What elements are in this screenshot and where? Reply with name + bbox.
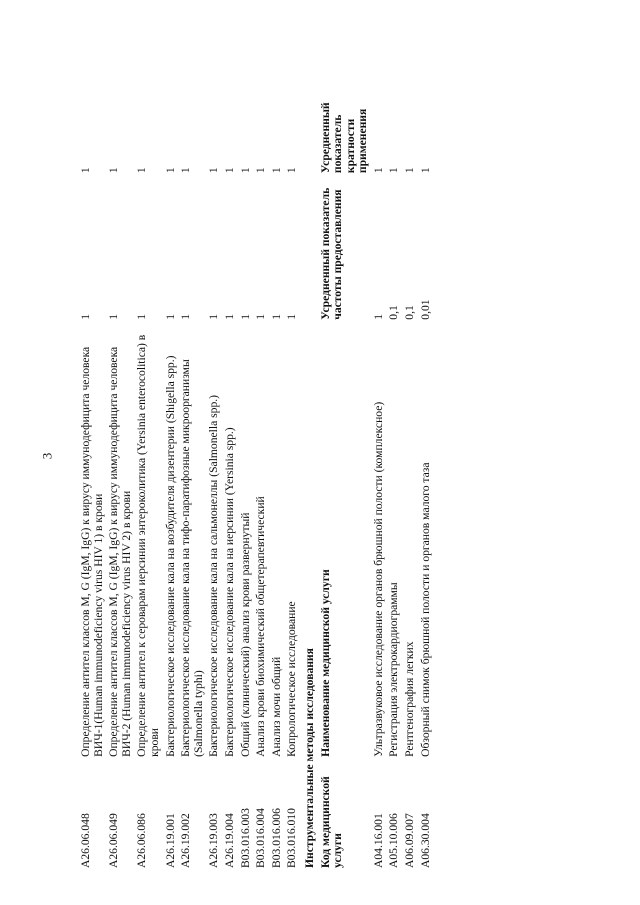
frequency-value: 1 <box>238 313 252 320</box>
service-name: Анализ мочи общий <box>269 656 283 757</box>
table-row <box>286 58 302 868</box>
lab-rows <box>80 58 302 868</box>
service-code: A26.06.086 <box>135 813 149 868</box>
service-name: Анализ крови биохимический общетерапевтический <box>254 496 268 757</box>
table-row <box>224 58 240 868</box>
multiplicity-value: 1 <box>418 167 432 174</box>
frequency-value: 1 <box>254 313 268 320</box>
multiplicity-value: 1 <box>163 167 177 174</box>
service-code: B03.016.003 <box>238 808 252 868</box>
table-row <box>388 58 404 868</box>
section-row <box>302 58 320 868</box>
service-name: Бактериологическое исследование кала на иерсинии (Yersinia spp.) <box>222 427 236 757</box>
table-row <box>240 58 256 868</box>
section-block <box>302 58 373 868</box>
frequency-value: 0,01 <box>418 299 432 320</box>
multiplicity-value: 1 <box>79 167 92 174</box>
service-name: Определение антител к сероварам иерсинии энтероколитика (Yersinia enterocolitica) в крови <box>135 334 161 757</box>
services-table-rotated <box>80 58 510 868</box>
multiplicity-value: 1 <box>179 167 193 174</box>
service-code: B03.016.004 <box>254 808 268 868</box>
service-code: A06.09.007 <box>403 813 417 868</box>
service-code: A26.19.004 <box>222 813 236 868</box>
service-code: A26.19.002 <box>179 813 193 868</box>
table-row <box>420 58 436 868</box>
service-name: Определение антител классов M, G (IgM, IgG) к вирусу иммунодефицита человека ВИЧ-2 (Human immunodeficiency virus HIV 2) в крови <box>107 346 133 757</box>
multiplicity-value: 1 <box>269 167 283 174</box>
multiplicity-value: 1 <box>254 167 268 174</box>
service-name: Общий (клинический) анализ крови развернутый <box>238 512 252 757</box>
table-row <box>80 58 108 868</box>
frequency-value: 0,1 <box>403 305 417 320</box>
frequency-value: 1 <box>163 313 177 320</box>
table-row <box>180 58 208 868</box>
table-row <box>136 58 164 868</box>
table-row <box>373 58 389 868</box>
table-row <box>404 58 420 868</box>
table-row <box>108 58 136 868</box>
frequency-value: 1 <box>371 313 385 320</box>
frequency-value: 1 <box>107 313 121 320</box>
frequency-value: 1 <box>79 313 92 320</box>
header-code: Код медицинской услуги <box>318 776 345 868</box>
frequency-value: 1 <box>179 313 193 320</box>
service-code: A26.06.048 <box>79 813 92 868</box>
section-title: Инструментальные методы исследования <box>302 648 316 868</box>
service-name: Рентгенография легких <box>403 641 417 757</box>
service-code: A26.19.001 <box>163 813 177 868</box>
frequency-value: 1 <box>135 313 149 320</box>
multiplicity-value: 1 <box>222 167 236 174</box>
multiplicity-value: 1 <box>207 167 221 174</box>
multiplicity-value: 1 <box>371 167 385 174</box>
multiplicity-value: 1 <box>107 167 121 174</box>
frequency-value: 0,1 <box>387 305 401 320</box>
header-name: Наименование медицинской услуги <box>318 569 332 757</box>
service-name: Ультразвуковое исследование органов брюшной полости (комплексное) <box>371 401 385 757</box>
frequency-value: 1 <box>269 313 283 320</box>
table-row <box>165 58 181 868</box>
service-code: B03.016.006 <box>269 808 283 868</box>
service-code: A26.19.003 <box>207 813 221 868</box>
service-code: A26.06.049 <box>107 813 121 868</box>
multiplicity-value: 1 <box>387 167 401 174</box>
service-name: Регистрация электрокардиограммы <box>387 582 401 757</box>
service-code: A05.10.006 <box>387 813 401 868</box>
service-name: Бактериологическое исследование кала на тифо-паратифозные микроорганизмы (Salmonella typhi) <box>179 359 205 757</box>
header-freq: Усредненный показатель частоты предоставления <box>318 187 345 320</box>
services-table <box>80 58 435 868</box>
service-code: A06.30.004 <box>418 813 432 868</box>
multiplicity-value: 1 <box>135 167 149 174</box>
header-mult: Усредненный показатель кратности применения <box>318 102 370 174</box>
multiplicity-value: 1 <box>238 167 252 174</box>
service-code: A04.16.001 <box>371 813 385 868</box>
frequency-value: 1 <box>285 313 299 320</box>
service-name: Копрологическое исследование <box>285 601 299 757</box>
service-name: Обзорный снимок брюшной полости и органов малого таза <box>418 462 432 757</box>
service-name: Бактериологическое исследование кала на возбудителя дизентерии (Shigella spp.) <box>163 355 177 757</box>
frequency-value: 1 <box>222 313 236 320</box>
service-code: B03.016.010 <box>285 808 299 868</box>
table-row <box>208 58 224 868</box>
frequency-value: 1 <box>207 313 221 320</box>
table-row <box>255 58 271 868</box>
multiplicity-value: 1 <box>403 167 417 174</box>
service-name: Бактериологическое исследование кала на сальмонеллы (Salmonella spp.) <box>207 394 221 757</box>
instrumental-rows <box>373 58 435 868</box>
service-name: Определение антител классов M, G (IgM, IgG) к вирусу иммунодефицита человека ВИЧ-1(Human immunodeficiency virus HIV 1) в крови <box>79 346 105 757</box>
table-row <box>271 58 287 868</box>
multiplicity-value: 1 <box>285 167 299 174</box>
header-row <box>320 58 373 868</box>
page-number: 3 <box>39 452 55 460</box>
